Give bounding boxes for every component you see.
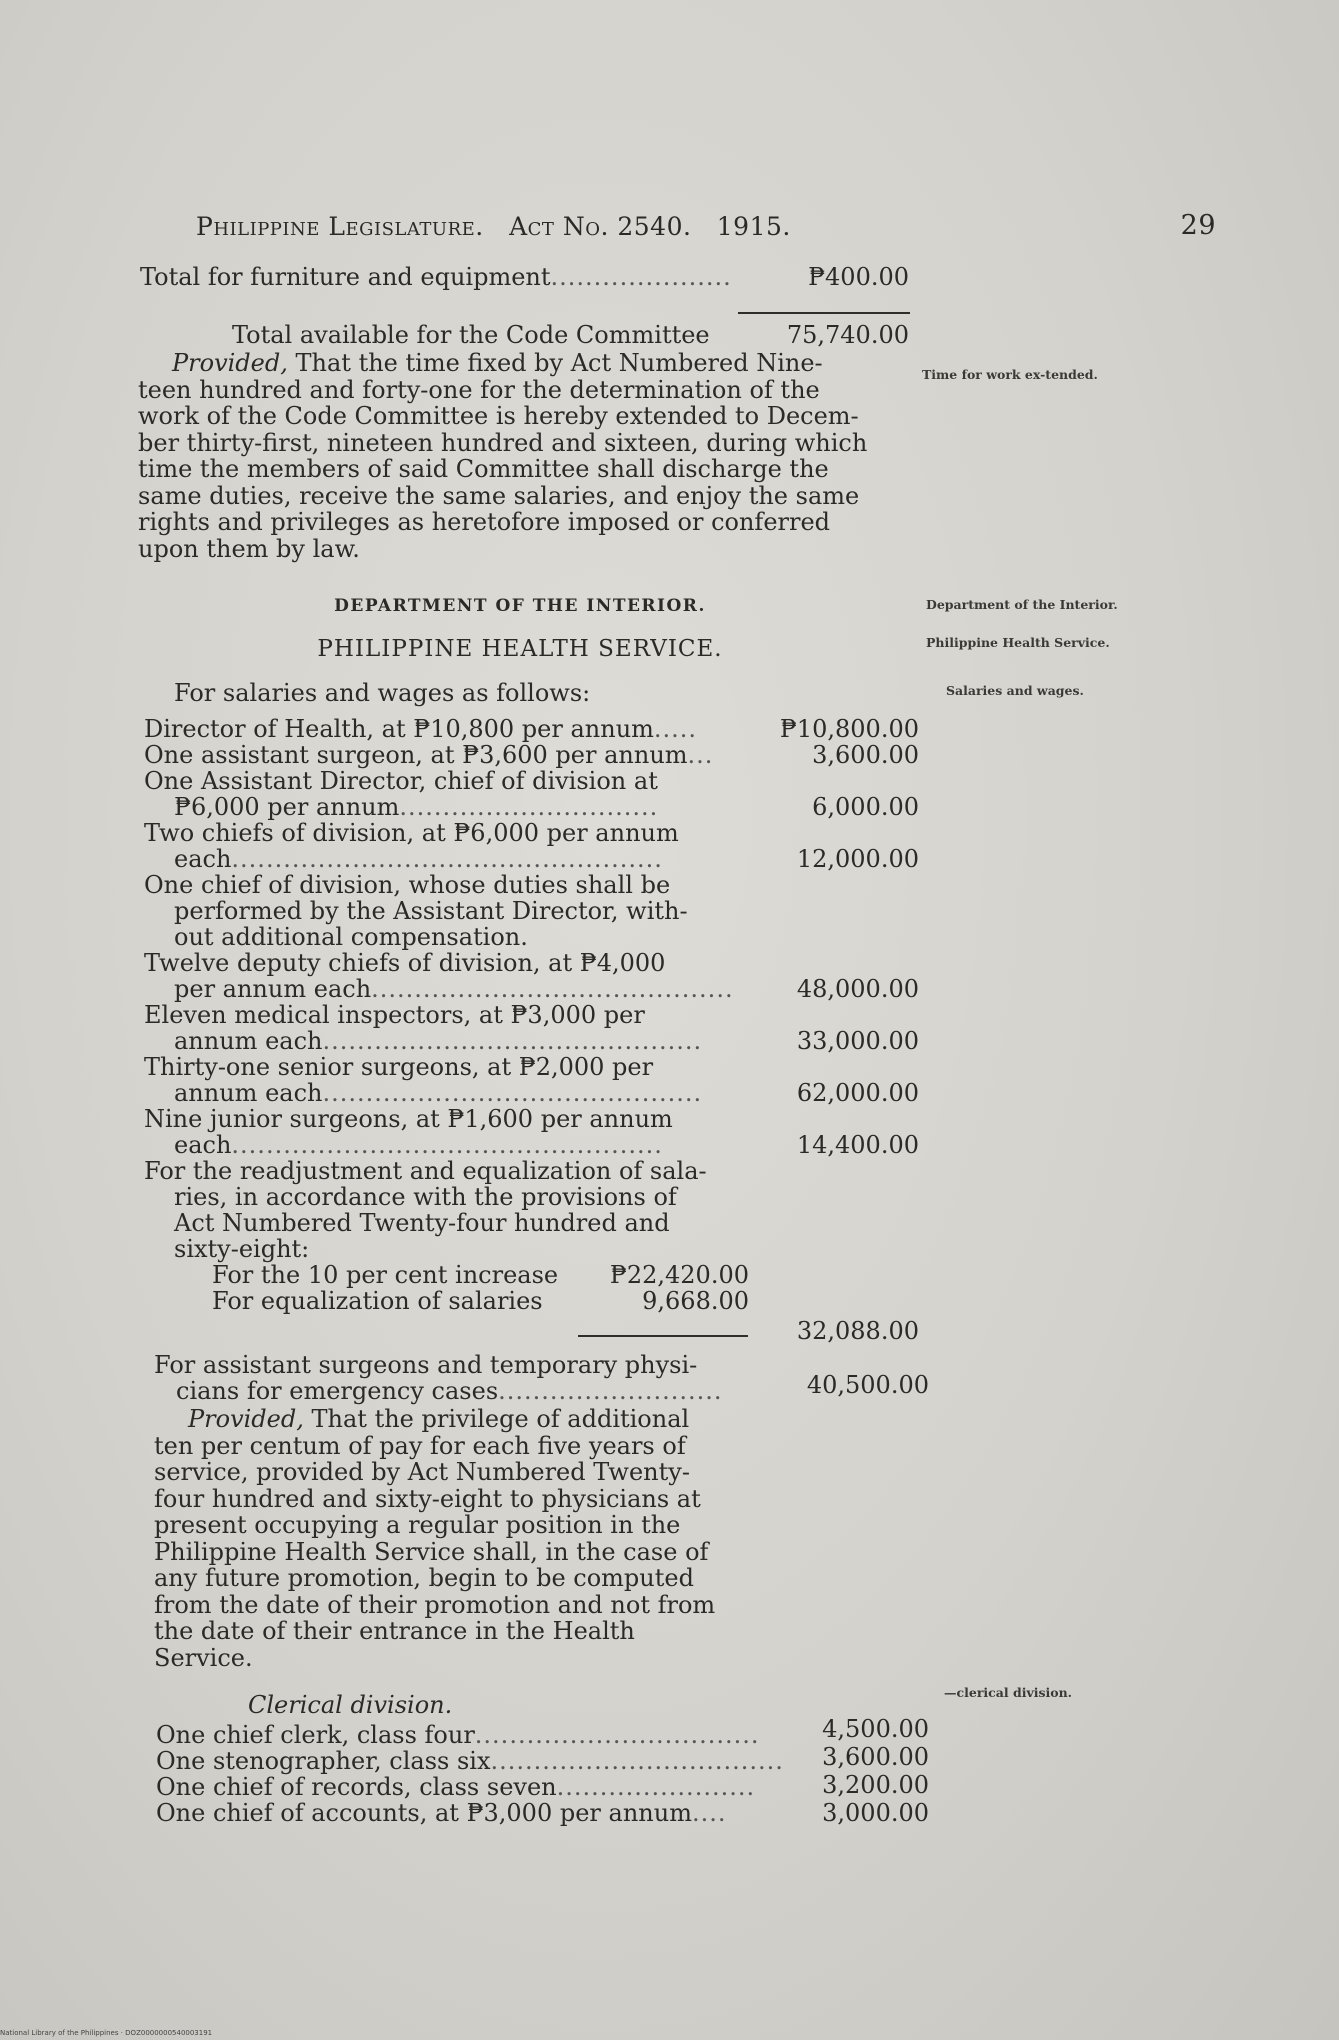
salary-line: One Assistant Director, chief of division at xyxy=(144,767,658,795)
salary-line: Twelve deputy chiefs of division, at ₱4,000 xyxy=(144,949,666,977)
margin-note-department: Department of the Interior. xyxy=(926,597,1118,612)
salary-amount: 48,000.00 xyxy=(796,975,919,1003)
salary-line: Nine junior surgeons, at ₱1,600 per annum xyxy=(144,1105,673,1133)
salary-amount: 12,000.00 xyxy=(796,845,919,873)
assistant-surgeons-line1: For assistant surgeons and temporary physi- xyxy=(154,1351,698,1379)
furniture-total-amount: ₱400.00 xyxy=(808,263,909,291)
salary-line: Act Numbered Twenty-four hundred and xyxy=(174,1209,670,1237)
salary-line: sixty-eight: xyxy=(174,1235,310,1263)
assistant-surgeons-amount: 40,500.00 xyxy=(806,1371,929,1399)
increase-amount: ₱22,420.00 xyxy=(609,1261,749,1289)
increase-label: For the 10 per cent increase xyxy=(212,1261,559,1289)
margin-note-time-extended: Time for work ex-tended. xyxy=(922,367,1098,382)
header-act: Act No. 2540. xyxy=(509,212,692,241)
clerical-line: One chief clerk, class four................................. xyxy=(156,1721,760,1749)
equalization-amount: 9,668.00 xyxy=(642,1287,749,1315)
salary-line: Eleven medical inspectors, at ₱3,000 per xyxy=(144,1001,645,1029)
sum-rule xyxy=(738,312,910,314)
header-legislature: Philippine Legislature. xyxy=(196,212,484,241)
service-heading: PHILIPPINE HEALTH SERVICE. xyxy=(317,636,723,662)
furniture-total-label: Total for furniture and equipment..................... xyxy=(140,263,732,291)
salary-line: per annum each.......................................... xyxy=(174,975,734,1003)
clerical-amount: 4,500.00 xyxy=(822,1715,929,1743)
clerical-line: One stenographer, class six.................................. xyxy=(156,1747,784,1775)
salary-line: One assistant surgeon, at ₱3,600 per annum... xyxy=(144,741,714,769)
clerical-heading: Clerical division. xyxy=(248,1691,453,1719)
assistant-surgeons-line2: cians for emergency cases.......................... xyxy=(176,1377,723,1405)
margin-note-health-service: Philippine Health Service. xyxy=(926,635,1110,650)
salary-line: annum each............................................ xyxy=(174,1079,703,1107)
equalization-label: For equalization of salaries xyxy=(212,1287,543,1315)
salary-line: Thirty-one senior surgeons, at ₱2,000 per xyxy=(144,1053,654,1081)
header-year: 1915. xyxy=(716,212,791,241)
salary-line: For the readjustment and equalization of sala- xyxy=(144,1157,707,1185)
salary-amount: ₱10,800.00 xyxy=(779,715,919,743)
salary-line: each.................................................. xyxy=(174,1131,663,1159)
salary-line: ₱6,000 per annum.............................. xyxy=(174,793,659,821)
page-number: 29 xyxy=(1180,210,1216,241)
margin-note-clerical: —clerical division. xyxy=(944,1685,1073,1700)
running-header xyxy=(196,212,1216,241)
salary-amount: 62,000.00 xyxy=(796,1079,919,1107)
readjustment-subtotal: 32,088.00 xyxy=(796,1317,919,1345)
salary-amount: 14,400.00 xyxy=(796,1131,919,1159)
subtotal-rule xyxy=(578,1335,748,1337)
salary-line: annum each............................................ xyxy=(174,1027,703,1055)
proviso-time-extension: Provided, That the time fixed by Act Numbered Nine- teen hundred and forty-one for the determination of the work of the Code Committee is hereby extended to Decem- ber thirty-first, nineteen hundred and sixteen, during which time the members of said Committee shall discharge the same duties, receive the same salaries, and enjoy the same rights and privileges as heretofore imposed or conferred upon them by law. xyxy=(138,349,868,563)
code-committee-total-amount: 75,740.00 xyxy=(786,321,909,349)
salary-amount: 33,000.00 xyxy=(796,1027,919,1055)
salary-line: performed by the Assistant Director, with- xyxy=(174,897,688,925)
salary-line: out additional compensation. xyxy=(174,923,528,951)
salary-line: One chief of division, whose duties shall be xyxy=(144,871,671,899)
salary-amount: 6,000.00 xyxy=(812,793,919,821)
clerical-line: One chief of accounts, at ₱3,000 per annum.... xyxy=(156,1799,727,1827)
proviso-longevity-pay: Provided, That the privilege of additional ten per centum of pay for each five years of service, provided by Act Numbered Twenty- four hundred and sixty-eight to physicians at present occupying a regular position in the Philippine Health Service shall, in the case of any future promotion, begin to be computed from the date of their promotion and not from the date of their entrance in the Health Service. xyxy=(154,1405,716,1672)
scan-footer: National Library of the Philippines · DOZ0000000540003191 xyxy=(0,2029,213,2037)
clerical-amount: 3,600.00 xyxy=(822,1743,929,1771)
salary-line: Two chiefs of division, at ₱6,000 per annum xyxy=(144,819,679,847)
salary-amount: 3,600.00 xyxy=(812,741,919,769)
salaries-intro: For salaries and wages as follows: xyxy=(174,679,591,707)
code-committee-total-label: Total available for the Code Committee xyxy=(232,321,710,349)
department-heading: DEPARTMENT OF THE INTERIOR. xyxy=(334,596,706,616)
salary-line: Director of Health, at ₱10,800 per annum..... xyxy=(144,715,698,743)
salary-line: each.................................................. xyxy=(174,845,663,873)
clerical-amount: 3,200.00 xyxy=(822,1771,929,1799)
salary-line: ries, in accordance with the provisions of xyxy=(174,1183,677,1211)
clerical-amount: 3,000.00 xyxy=(822,1799,929,1827)
margin-note-salaries: Salaries and wages. xyxy=(946,683,1084,698)
clerical-line: One chief of records, class seven....................... xyxy=(156,1773,756,1801)
